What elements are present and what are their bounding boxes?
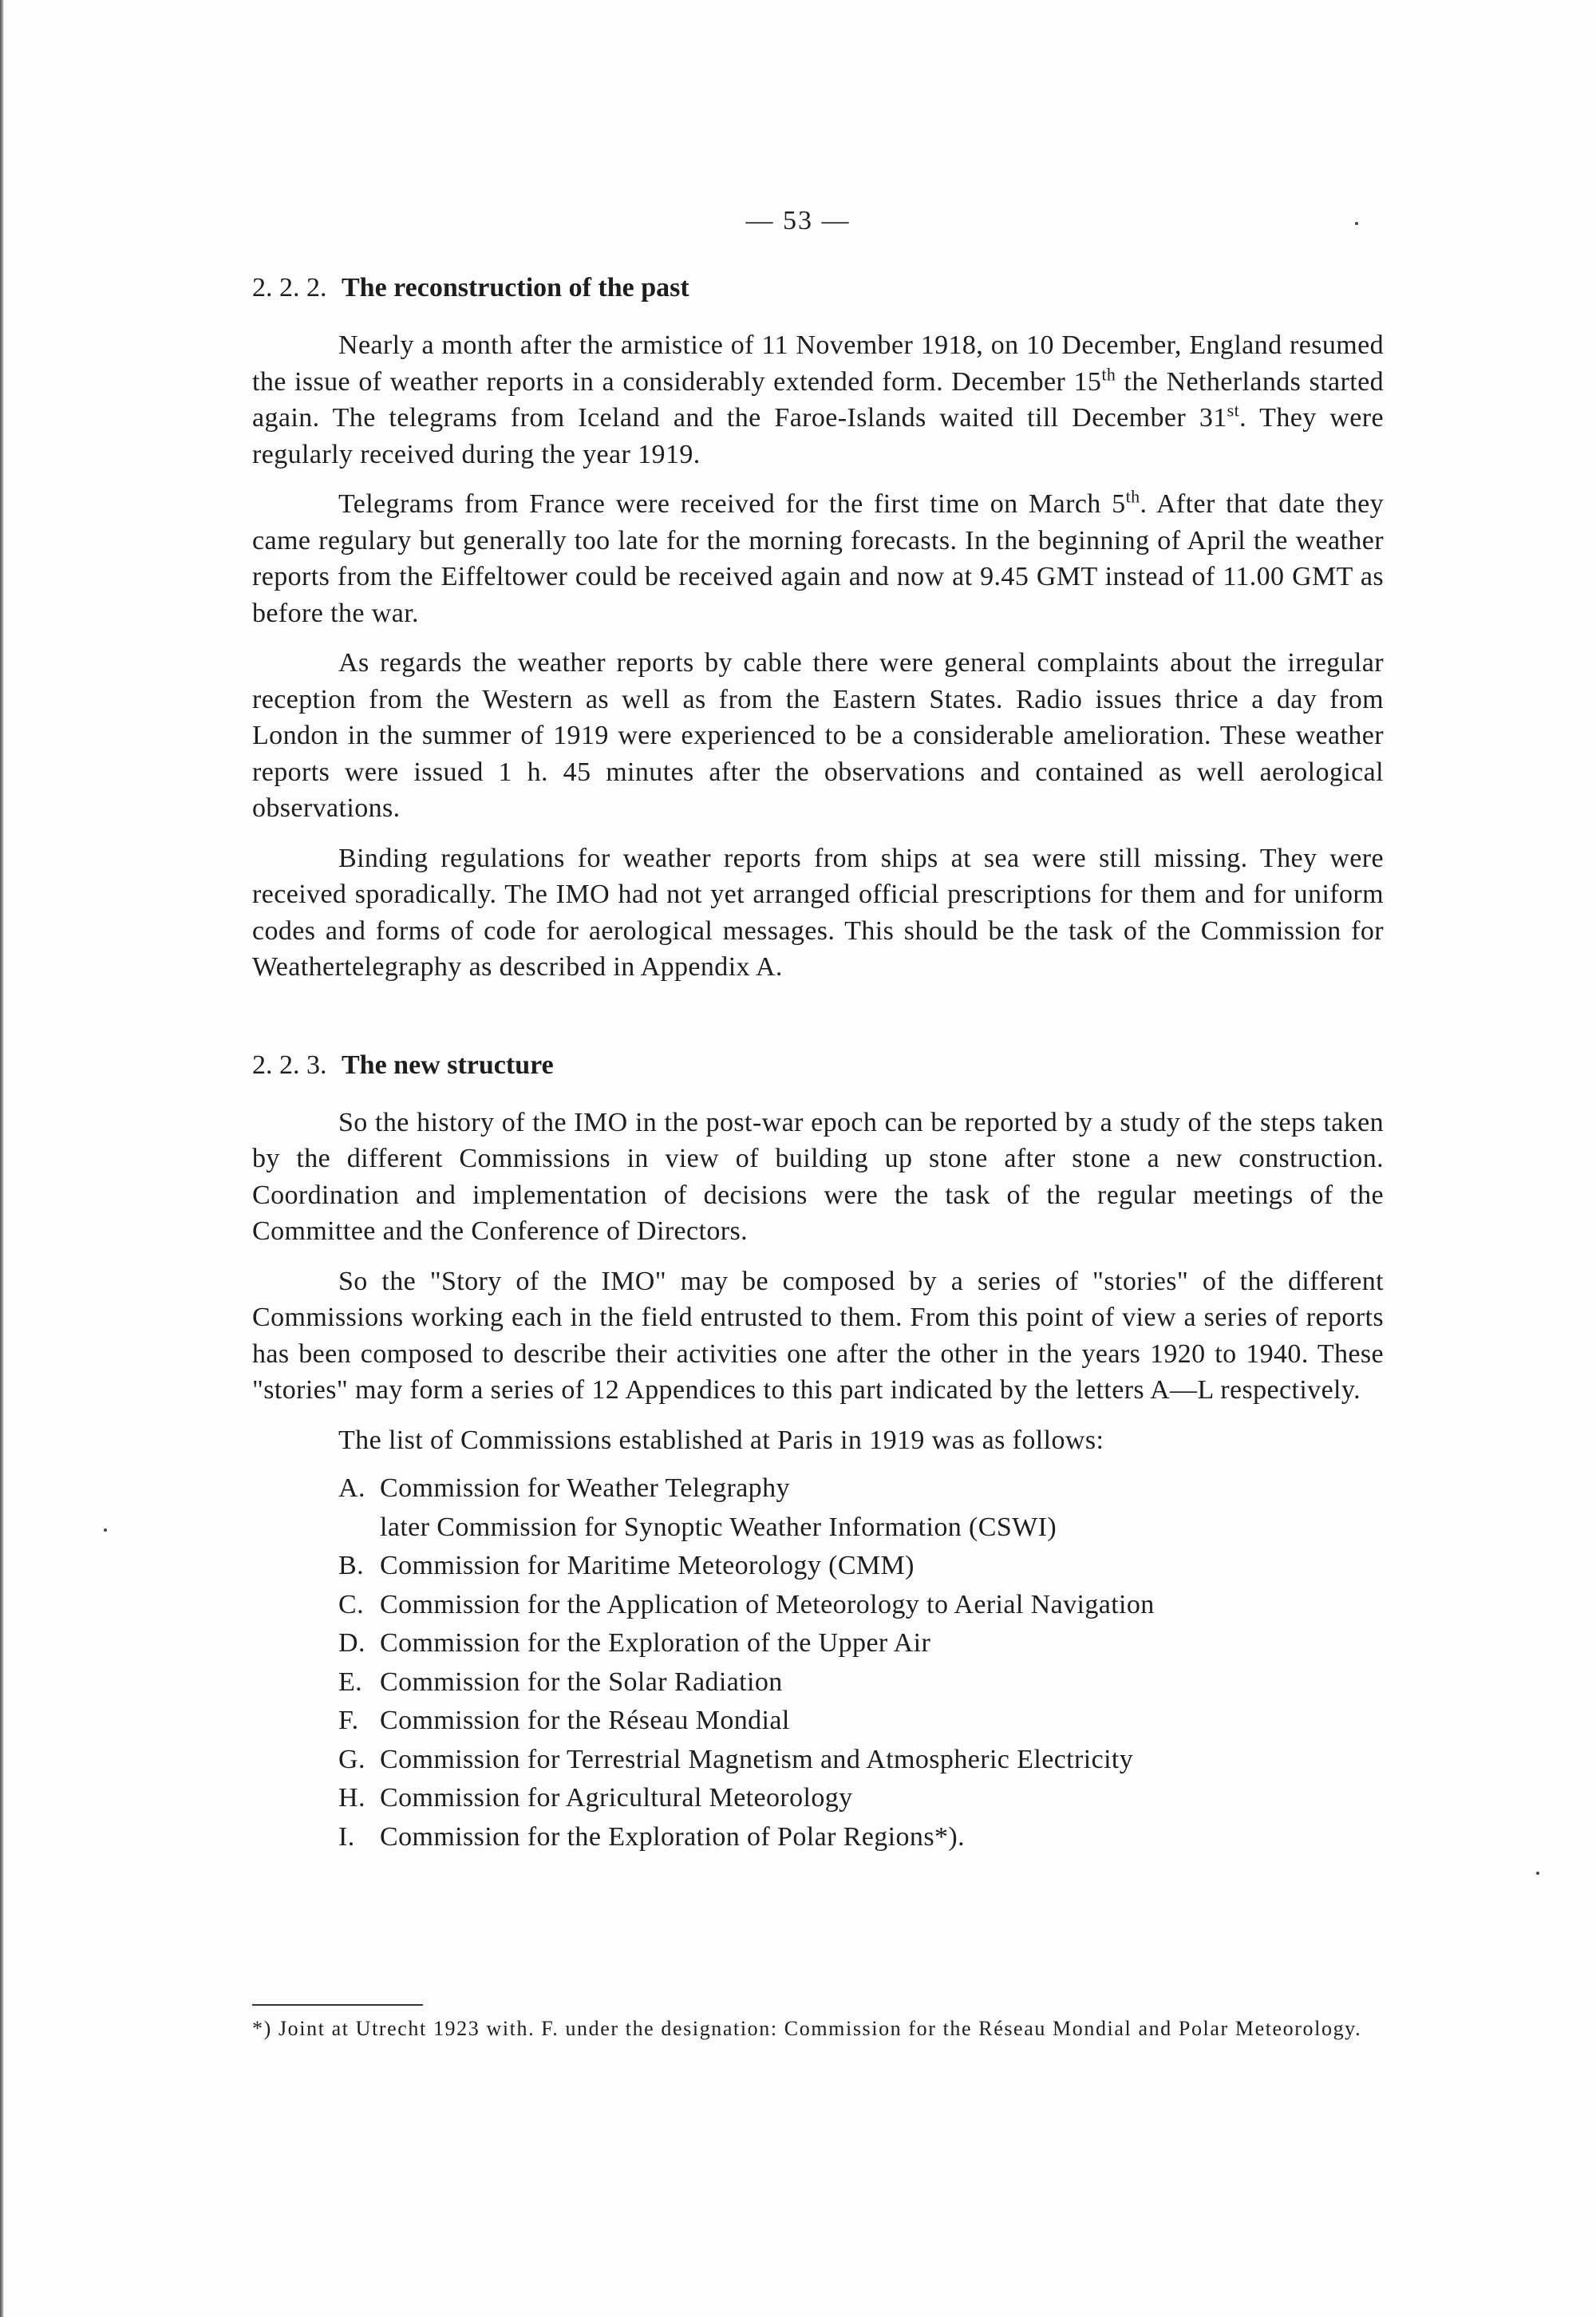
list-item-letter: H. [338,1783,365,1813]
list-item [338,1818,1384,1857]
scan-speck [1536,1872,1539,1875]
list-item [338,1469,1384,1547]
list-item-text: Commission for the Exploration of the Upper Air [380,1628,931,1658]
list-item-letter: I. [338,1821,355,1852]
footnote-divider [252,2004,423,2006]
page-number: — 53 — [745,206,851,235]
footnote: *) Joint at Utrecht 1923 with. F. under the designation: Commission for the Réseau Mondial and Polar Meteorology. [252,2017,1362,2040]
section-title: The reconstruction of the past [342,273,689,302]
list-item [338,1779,1384,1818]
list-item-letter: D. [338,1628,365,1658]
list-item [338,1547,1384,1586]
list-item [338,1702,1384,1741]
list-intro: The list of Commissions established at Paris in 1919 was as follows: [338,1425,1104,1455]
list-item [338,1741,1384,1780]
paragraph: Telegrams from France were received for the first time on March 5th. After that date they came regulary but generally too late for the morning forecasts. In the beginning of April the weather reports from the Eiffeltower could be received again and now at 9.45 GMT instead of 11.00 GMT as before the war. [252,486,1384,628]
list-item-letter: E. [338,1667,363,1697]
list-item-text: Commission for the Application of Meteorology to Aerial Navigation [380,1589,1155,1619]
paragraph: So the history of the IMO in the post-war epoch can be reported by a study of the steps taken by the different Commissions in view of building up stone after stone a new construction. Coordination and implementation of decisions were the task of the regular meetings of the Committee and the Conference of Directors. [252,1107,1384,1246]
list-item-letter: G. [338,1744,365,1774]
commission-list [252,1469,1384,1856]
paragraph: Nearly a month after the armistice of 11 November 1918, on 10 December, England resumed the issue of weather reports in a considerably extended form. December 15th the Netherlands started again. The telegrams from Iceland and the Faroe-Islands waited till December 31st. They were regularly received during the year 1919. [252,330,1384,469]
page-body [252,270,1384,1856]
list-item [338,1586,1384,1625]
paragraph: As regards the weather reports by cable there were general complaints about the irregular reception from the Western as well as from the Eastern States. Radio issues thrice a day from London in the summer of 1919 were experienced to be a considerable amelioration. These weather reports were issued 1 h. 45 minutes after the observations and contained as well aerological observations. [252,648,1384,823]
section-heading [252,270,1384,306]
list-item-letter: A. [338,1473,365,1503]
list-item-letter: C. [338,1589,364,1619]
list-item-text: Commission for Terrestrial Magnetism and Atmospheric Electricity [380,1744,1134,1774]
list-item-text: Commission for the Exploration of Polar Regions*). [380,1821,965,1852]
list-item-text: Commission for Agricultural Meteorology [380,1783,853,1813]
list-item-letter: B. [338,1551,364,1580]
scan-speck [1355,222,1358,225]
scan-speck [104,1528,107,1532]
list-item-text: Commission for Weather Telegraphy [380,1473,790,1503]
section-number: 2. 2. 3. [252,1050,327,1080]
paragraph: So the "Story of the IMO" may be composed by a series of "stories" of the different Commissions working each in the field entrusted to them. From this point of view a series of reports has been composed to describe their activities one after the other in the years 1920 to 1940. These "stories" may form a series of 12 Appendices to this part indicated by the letters A—L respectively. [252,1266,1384,1405]
list-item-text: Commission for the Solar Radiation [380,1667,783,1697]
scan-edge [0,0,4,2317]
section-title: The new structure [342,1050,554,1080]
list-item-subtext: later Commission for Synoptic Weather Information (CSWI) [380,1512,1057,1542]
list-item-text: Commission for the Réseau Mondial [380,1706,790,1735]
list-item [338,1624,1384,1663]
section-number: 2. 2. 2. [252,273,327,302]
list-item [338,1663,1384,1702]
list-item-text: Commission for Maritime Meteorology (CMM) [380,1551,915,1580]
list-item-letter: F. [338,1706,359,1735]
paragraph: Binding regulations for weather reports from ships at sea were still missing. They were received sporadically. The IMO had not yet arranged official prescriptions for them and for uniform codes and forms of code for aerological messages. This should be the task of the Commission for Weathertelegraphy as described in Appendix A. [252,843,1384,982]
section-heading [252,1047,1384,1084]
